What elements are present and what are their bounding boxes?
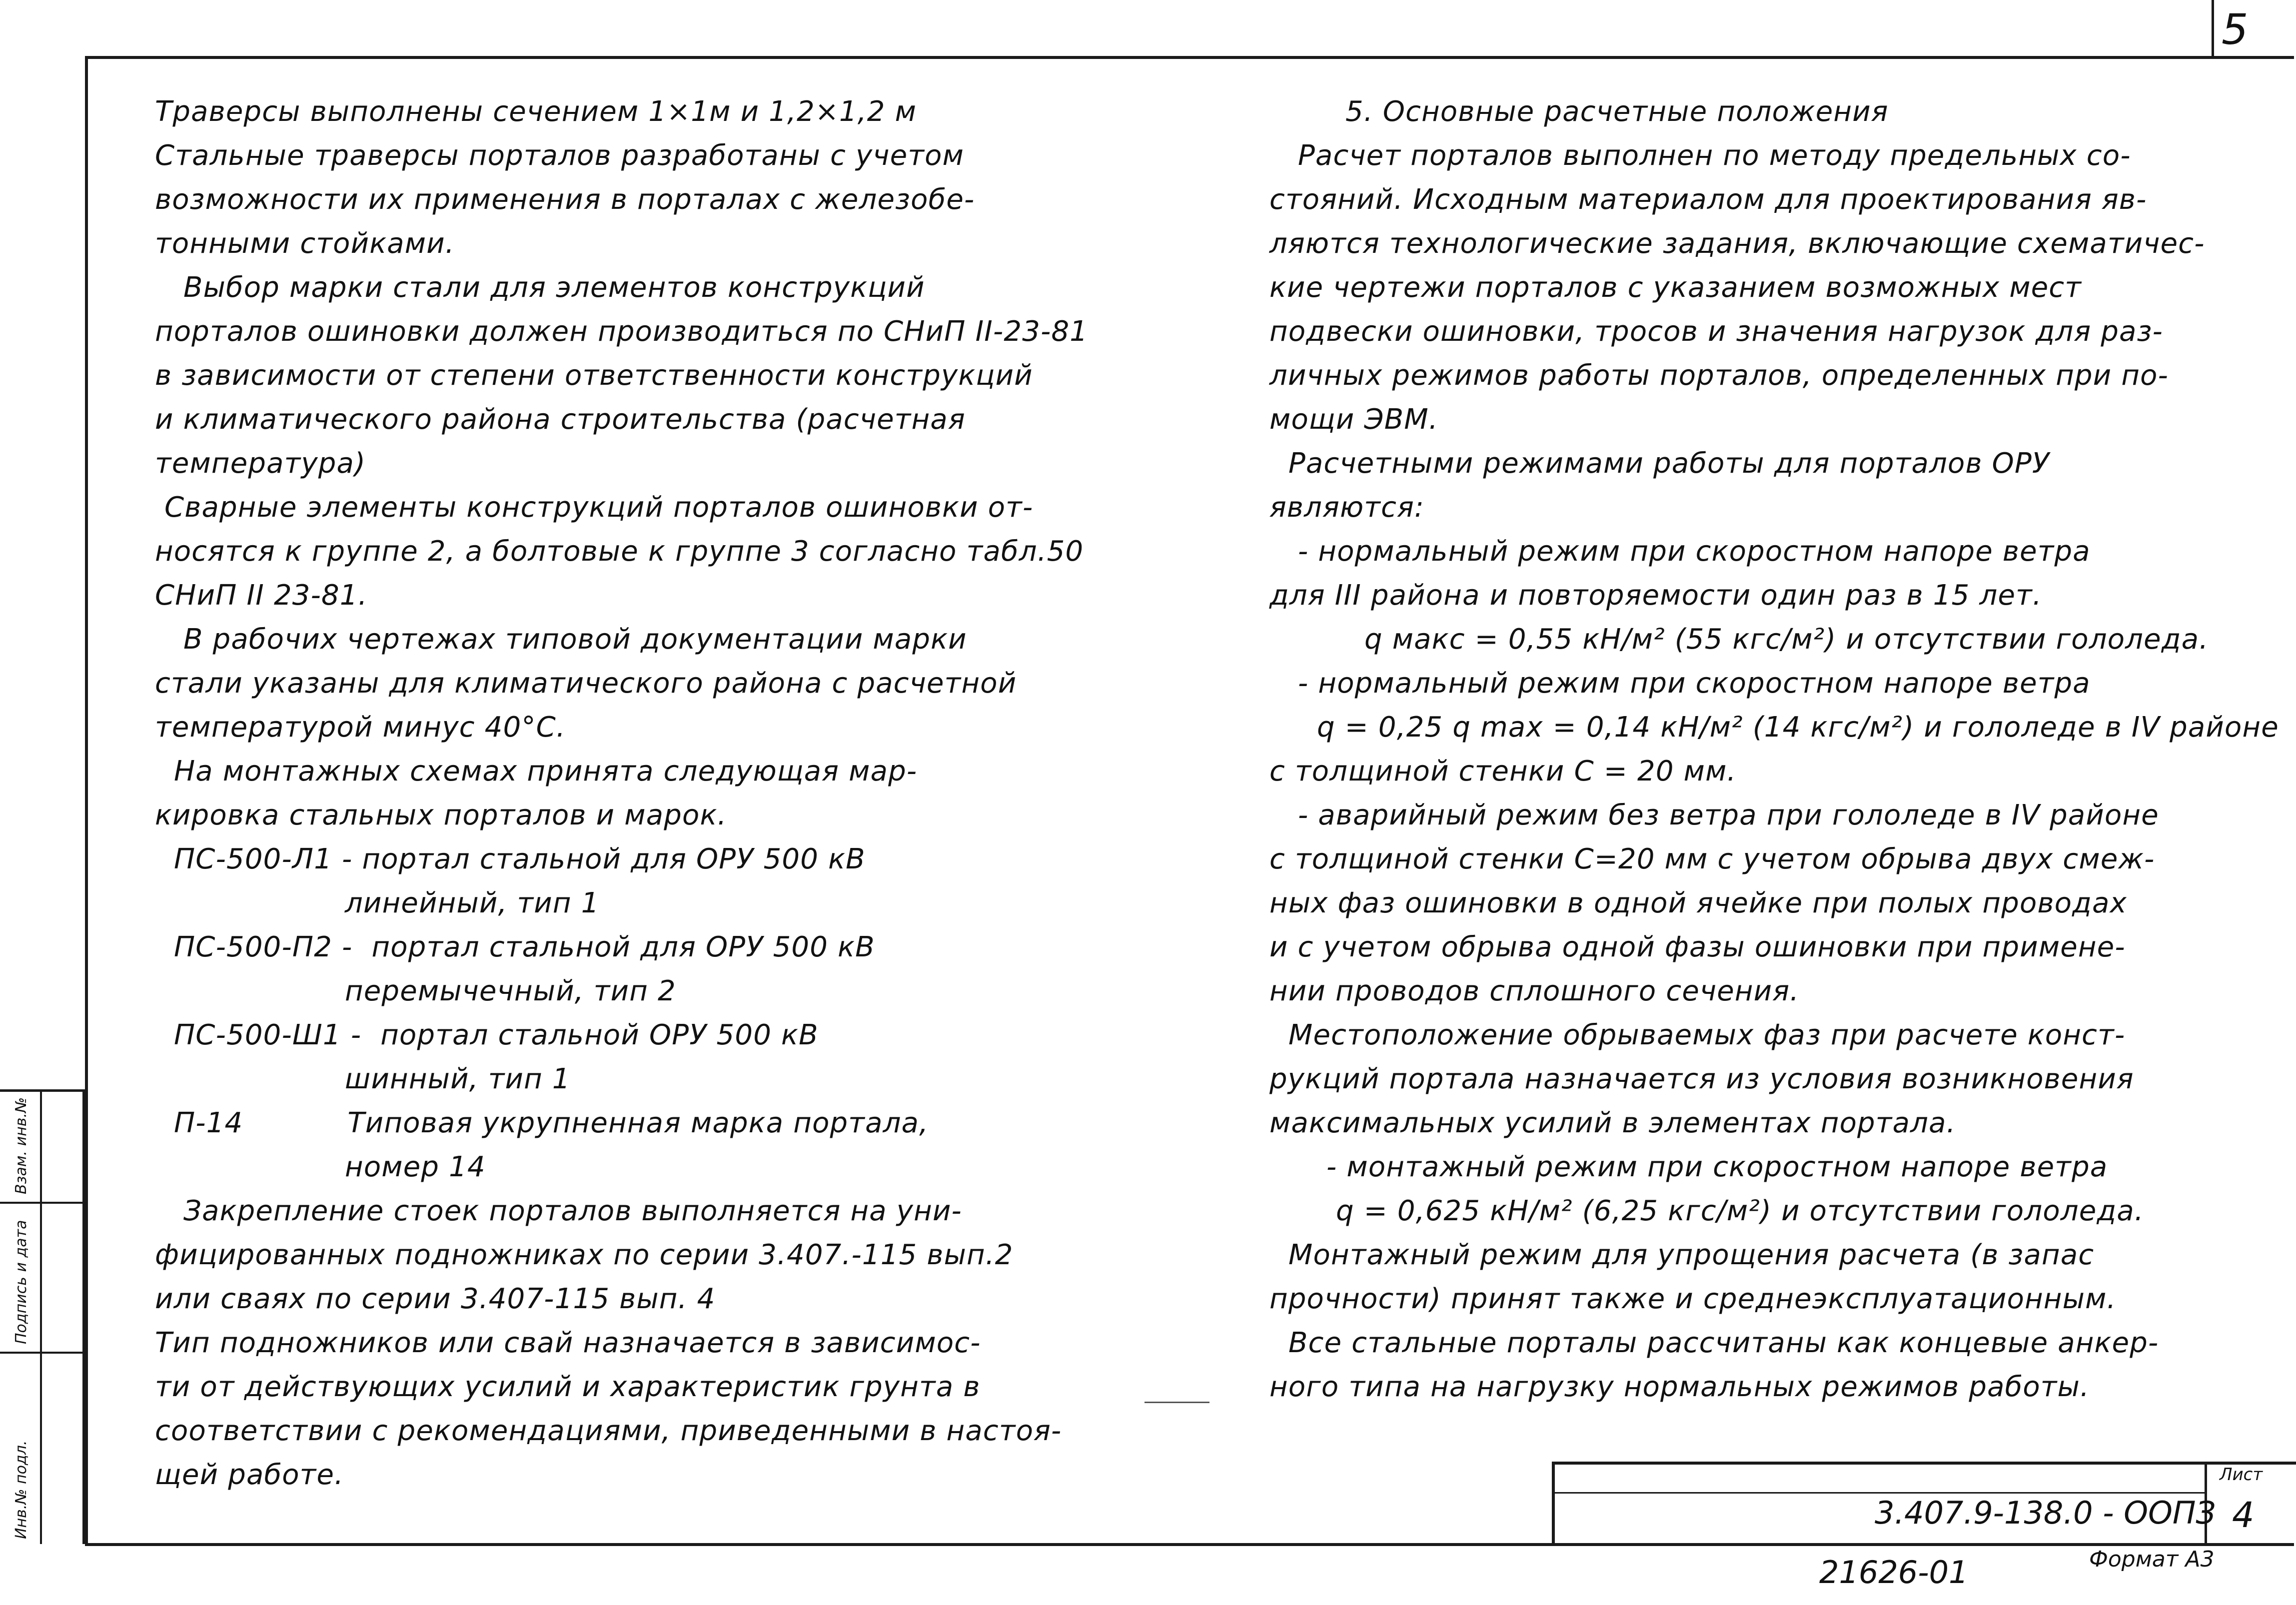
text-line: и с учетом обрыва одной фазы ошиновки при примене- [1269,931,2126,963]
text-line: мощи ЭВМ. [1269,403,1438,436]
stamp-label-inv-original: Инв.№ подл. [12,1440,30,1539]
text-line: ляются технологические задания, включающие схематичес- [1269,227,2205,260]
text-line: q = 0,625 кН/м² (6,25 кгс/м²) и отсутствии гололеда. [1269,1195,2144,1227]
left-text-column [155,90,1154,1497]
text-line: стояний. Исходным материалом для проектирования яв- [1269,183,2147,216]
text-line: Расчет порталов выполнен по методу предельных со- [1269,139,2131,172]
title-block-row-line [1555,1492,2205,1494]
text-line: Все стальные порталы рассчитаны как концевые анкер- [1269,1327,2159,1359]
text-line: кие чертежи порталов с указанием возможных мест [1269,271,2082,304]
text-line: ПС-500-Ш1 - портал стальной ОРУ 500 кВ [155,1019,819,1051]
text-line: ного типа на нагрузку нормальных режимов работы. [1269,1371,2090,1403]
title-block [1552,1462,2296,1546]
text-line: перемычечный, тип 2 [155,975,676,1007]
text-line: с толщиной стенки С = 20 мм. [1269,755,1737,788]
text-line: шинный, тип 1 [155,1063,571,1095]
text-line: - нормальный режим при скоростном напоре ветра [1269,667,2091,700]
text-line: Тип подножников или свай назначается в зависимос- [155,1327,981,1359]
stamp-vertical-divider [40,1092,42,1544]
stamp-divider [0,1352,82,1354]
text-line: порталов ошиновки должен производиться по СНиП II-23-81 [155,315,1089,348]
text-line: являются: [1269,491,1425,524]
stamp-divider [0,1202,82,1204]
text-line: носятся к группе 2, а болтовые к группе 3 согласно табл.50 [155,535,1084,568]
text-line: Расчетными режимами работы для порталов ОРУ [1269,447,2050,480]
text-line: Траверсы выполнены сечением 1×1м и 1,2×1,2 м [155,95,917,128]
page-number: 5 [2222,5,2249,54]
text-line: Закрепление стоек порталов выполняется на уни- [155,1195,962,1227]
text-line: подвески ошиновки, тросов и значения нагрузок для раз- [1269,315,2164,348]
text-line: рукций портала назначается из условия возникновения [1269,1063,2134,1095]
text-line: фицированных подножниках по серии 3.407.-115 вып.2 [155,1239,1014,1271]
margin-dash-mark [1145,1402,1209,1403]
text-line: - нормальный режим при скоростном напоре ветра [1269,535,2091,568]
text-line: - монтажный режим при скоростном напоре ветра [1269,1151,2108,1183]
text-line: щей работе. [155,1459,344,1491]
text-line: ПС-500-Л1 - портал стальной для ОРУ 500 кВ [155,843,866,875]
sheet-format-label: Формат А3 [2089,1547,2215,1572]
document-code: 3.407.9-138.0 - ООПЗ [1875,1495,2216,1531]
text-line: q макс = 0,55 кН/м² (55 кгс/м²) и отсутствии гололеда. [1269,623,2209,656]
frame-top-line [85,56,2294,59]
text-line: Монтажный режим для упрощения расчета (в запас [1269,1239,2095,1271]
text-line: ПС-500-П2 - портал стальной для ОРУ 500 кВ [155,931,875,963]
text-line: прочности) принят также и среднеэксплуатационным. [1269,1283,2117,1315]
text-line: кировка стальных порталов и марок. [155,799,727,831]
text-line: в зависимости от степени ответственности конструкций [155,359,1033,392]
text-line: линейный, тип 1 [155,887,600,919]
text-line: ти от действующих усилий и характеристик грунта в [155,1371,981,1403]
text-line: с толщиной стенки С=20 мм с учетом обрыва двух смеж- [1269,843,2155,875]
text-line: температура) [155,447,366,480]
text-line: Выбор марки стали для элементов конструкций [155,271,925,304]
text-line: тонными стойками. [155,227,455,260]
text-line: В рабочих чертежах типовой документации марки [155,623,967,656]
text-line: П-14 Типовая укрупненная марка портала, [155,1107,929,1139]
stamp-label-replacement-inv: Взам. инв.№ [12,1097,30,1194]
right-text-column [1269,90,2279,1409]
text-line: нии проводов сплошного сечения. [1269,975,1800,1007]
text-line: Стальные траверсы порталов разработаны с учетом [155,139,965,172]
text-line: На монтажных схемах принята следующая мар- [155,755,918,788]
text-line: личных режимов работы порталов, определенных при по- [1269,359,2169,392]
sheet-label: Лист [2220,1465,2263,1485]
text-line: q = 0,25 q max = 0,14 кН/м² (14 кгс/м²) и гололеде в IV районе [1269,711,2279,744]
frame-left-line [85,56,88,1545]
page-corner-divider [2212,0,2214,56]
archive-number: 21626-01 [1819,1554,1969,1591]
side-approval-stamp [0,1089,85,1544]
sheet-number: 4 [2232,1495,2255,1536]
text-line: соответствии с рекомендациями, приведенными в настоя- [155,1415,1062,1447]
text-line: ных фаз ошиновки в одной ячейке при полых проводах [1269,887,2127,919]
text-line: Сварные элементы конструкций порталов ошиновки от- [155,491,1034,524]
text-line: для III района и повторяемости один раз в 15 лет. [1269,579,2042,612]
text-line: максимальных усилий в элементах портала. [1269,1107,1956,1139]
text-line: и климатического района строительства (расчетная [155,403,966,436]
text-line: стали указаны для климатического района с расчетной [155,667,1017,700]
text-line: температурой минус 40°С. [155,711,566,744]
stamp-label-signature-date: Подпись и дата [12,1220,30,1344]
text-line: возможности их применения в порталах с железобе- [155,183,975,216]
text-line: - аварийный режим без ветра при гололеде в IV районе [1269,799,2159,831]
text-line: СНиП II 23-81. [155,579,368,612]
text-line: 5. Основные расчетные положения [1269,95,1889,128]
text-line: или сваях по серии 3.407-115 вып. 4 [155,1283,716,1315]
text-line: номер 14 [155,1151,486,1183]
text-line: Местоположение обрываемых фаз при расчете конст- [1269,1019,2126,1051]
